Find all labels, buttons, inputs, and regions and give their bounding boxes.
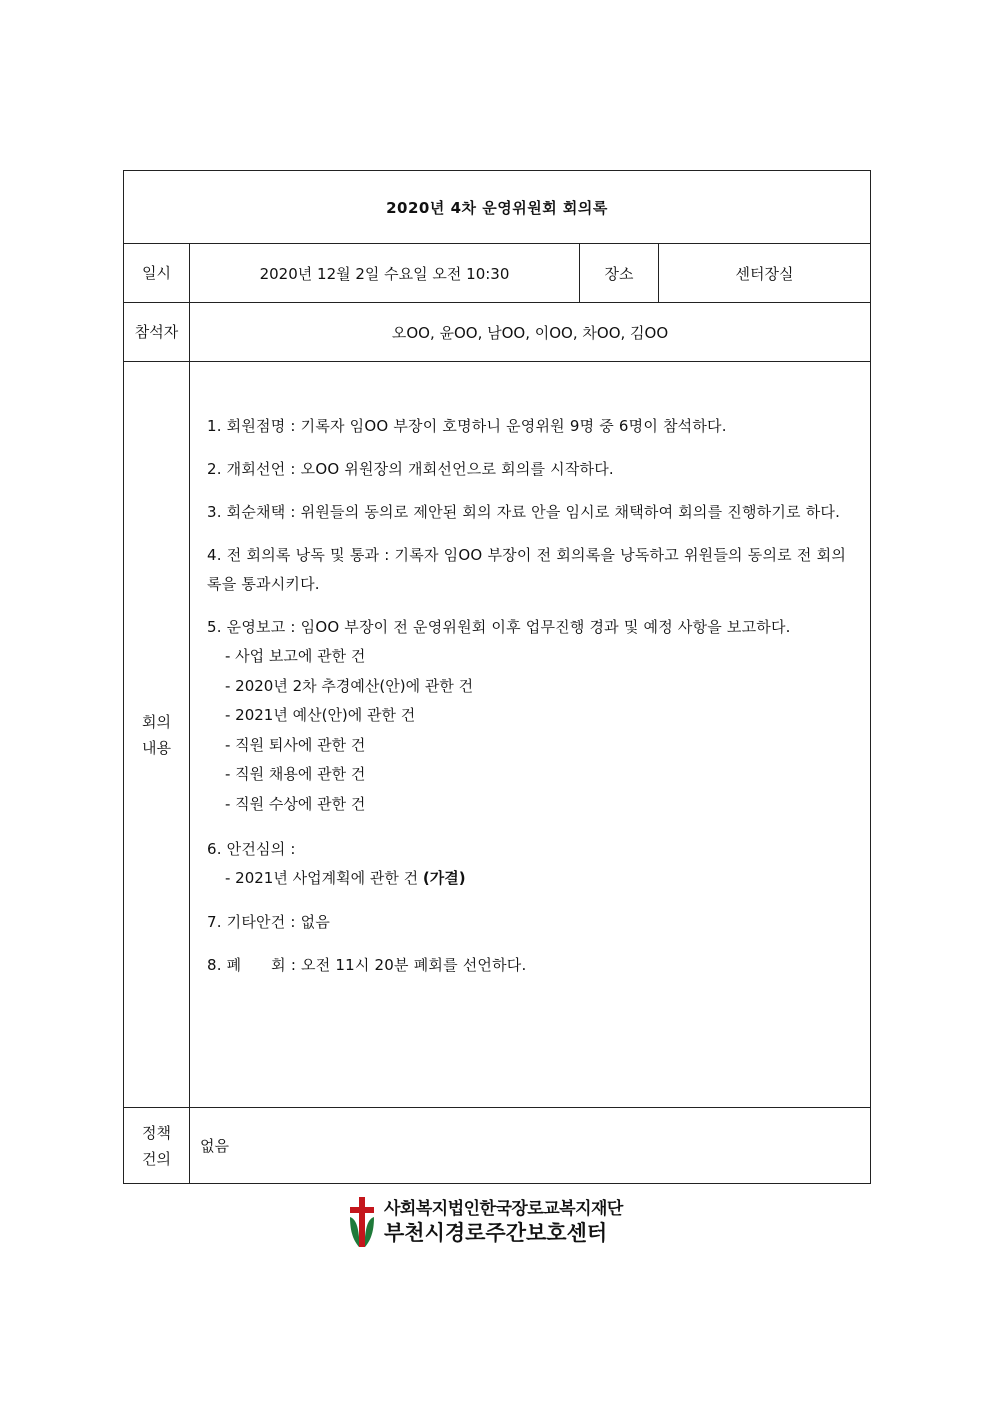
policy-label (124, 1108, 190, 1184)
attendees-value: 오OO, 윤OO, 남OO, 이OO, 차OO, 김OO (190, 303, 871, 362)
content-label-line1: 회의 (142, 712, 171, 731)
content-item-agenda-adoption: 3. 회순채택 : 위원들의 동의로 제안된 회의 자료 안을 임시로 채택하여 회의를 진행하기로 하다. (207, 503, 841, 521)
policy-value: 없음 (190, 1108, 871, 1184)
content-item-other: 7. 기타안건 : 없음 (207, 912, 331, 931)
content-label-line2: 내용 (142, 738, 171, 757)
report-subitem: - 2020년 2차 추경예산(안)에 관한 건 (225, 676, 474, 695)
report-subitem: - 직원 수상에 관한 건 (225, 794, 366, 813)
content-label (124, 362, 190, 1108)
organization-footer (348, 1196, 623, 1248)
content-item-closing: 8. 폐 회 : 오전 11시 20분 폐회를 선언하다. (207, 955, 527, 974)
minutes-table (123, 170, 871, 1184)
attendees-label: 참석자 (124, 303, 190, 362)
agenda-subitem (225, 864, 846, 894)
content-item-operation-report: 5. 운영보고 : 임OO 부장이 전 운영위원회 이후 업무진행 경과 및 예정 사항을 보고하다. (207, 618, 791, 636)
center-name: 부천시경로주간보호센터 (384, 1221, 608, 1245)
content-item-opening: 2. 개회선언 : 오OO 위원장의 개회선언으로 회의를 시작하다. (207, 460, 614, 478)
meeting-content (190, 362, 871, 1108)
cross-logo-icon (348, 1197, 376, 1247)
report-subitem: - 직원 퇴사에 관한 건 (225, 735, 366, 754)
date-label: 일시 (124, 244, 190, 303)
policy-label-line2: 건의 (142, 1149, 171, 1168)
place-label: 장소 (580, 244, 659, 303)
agenda-result-badge: (가결) (422, 869, 466, 887)
agenda-subitem-list (207, 864, 846, 894)
report-subitem: - 2021년 예산(안)에 관한 건 (225, 706, 416, 724)
foundation-name: 사회복지법인한국장로교복지재단 (384, 1199, 623, 1219)
content-item-previous-minutes: 4. 전 회의록 낭독 및 통과 : 기록자 임OO 부장이 전 회의록을 낭독하고 위원들의 동의로 전 회의록을 통과시키다. (207, 546, 847, 593)
agenda-subitem-text: - 2021년 사업계획에 관한 건 (225, 869, 419, 887)
content-item-agenda-review: 6. 안건심의 : (207, 840, 296, 858)
report-subitem-list (207, 642, 846, 819)
content-item-roll-call: 1. 회원점명 : 기록자 임OO 부장이 호명하니 운영위원 9명 중 6명이 참석하다. (207, 417, 727, 435)
place-value: 센터장실 (659, 244, 871, 303)
date-value: 2020년 12월 2일 수요일 오전 10:30 (190, 244, 580, 303)
report-subitem: - 직원 채용에 관한 건 (225, 765, 366, 783)
document-title: 2020년 4차 운영위원회 회의록 (124, 171, 871, 244)
report-subitem: - 사업 보고에 관한 건 (225, 647, 366, 665)
policy-label-line1: 정책 (142, 1123, 171, 1142)
